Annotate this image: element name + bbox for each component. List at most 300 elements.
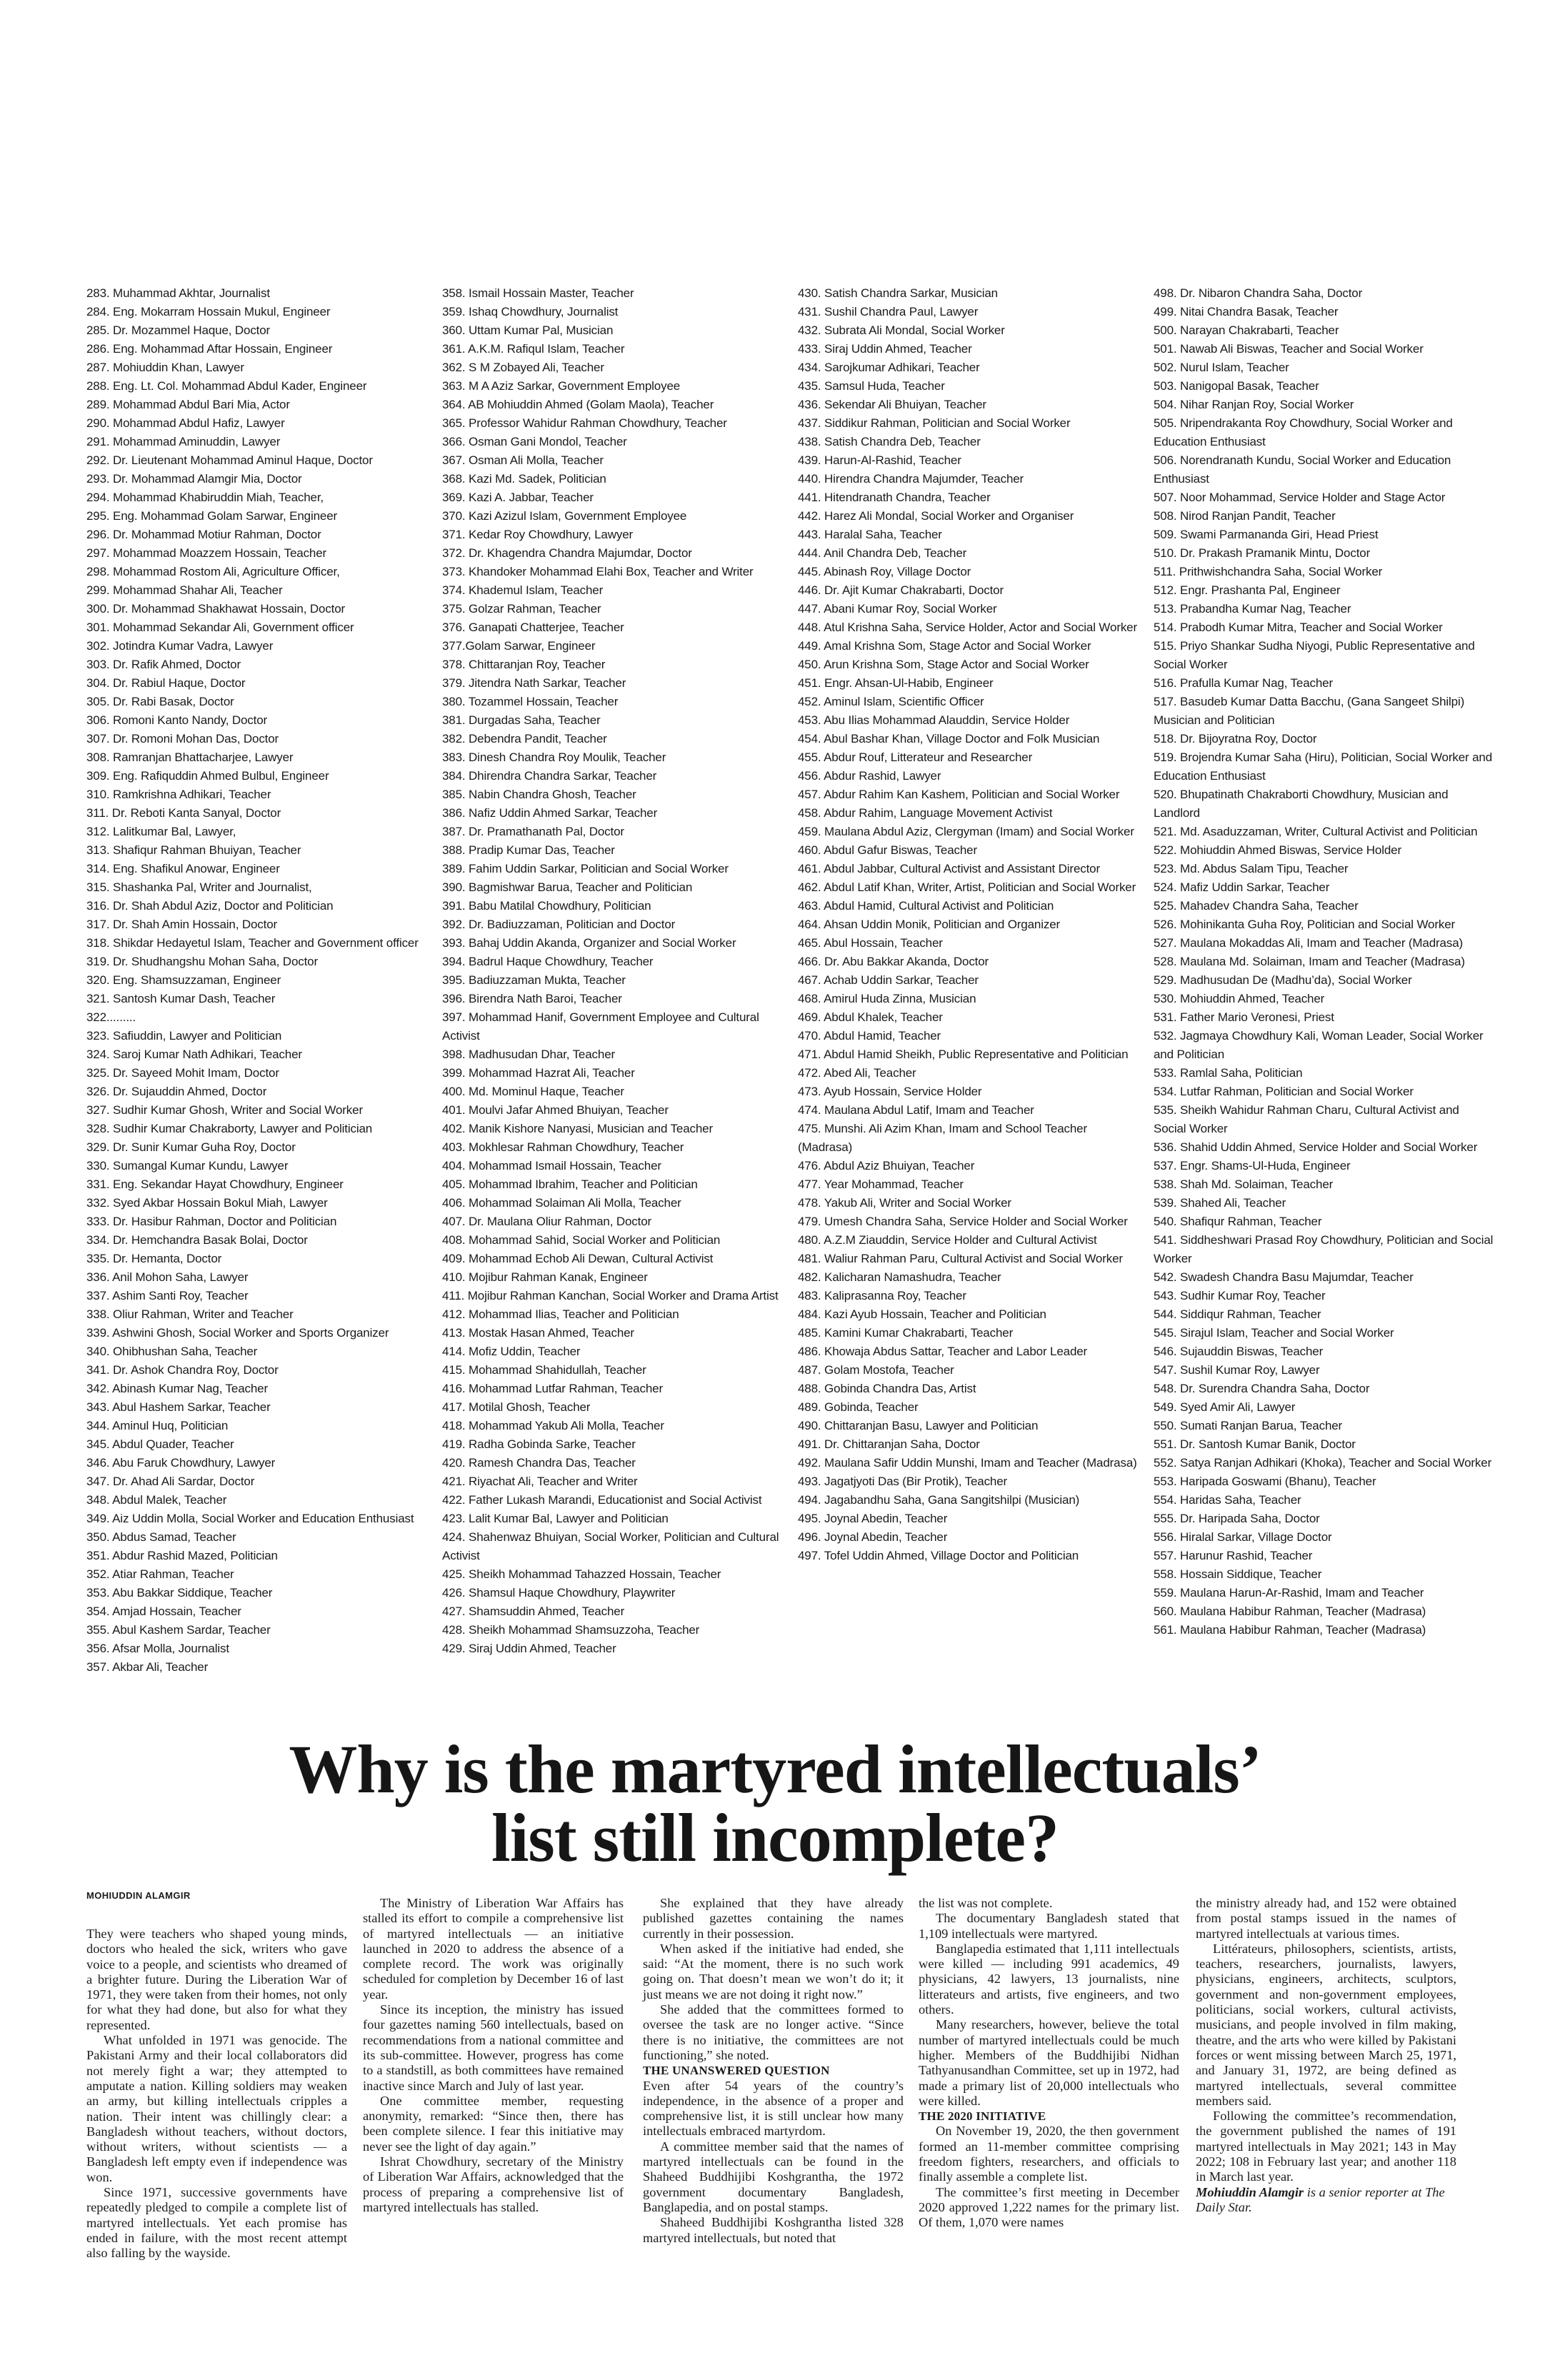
list-entry: 366. Osman Gani Mondol, Teacher <box>442 435 627 448</box>
list-entry: 537. Engr. Shams-Ul-Huda, Engineer <box>1154 1159 1351 1173</box>
list-entry: 497. Tofel Uddin Ahmed, Village Doctor and Politician <box>798 1549 1079 1562</box>
list-entry: 292. Dr. Lieutenant Mohammad Aminul Haque, Doctor <box>86 453 373 467</box>
article-paragraph: The documentary Bangladesh stated that 1,109 intellectuals were martyred. <box>919 1911 1179 1941</box>
list-entry: 287. Mohiuddin Khan, Lawyer <box>86 361 244 374</box>
list-entry: 293. Dr. Mohammad Alamgir Mia, Doctor <box>86 472 302 486</box>
list-entry: 527. Maulana Mokaddas Ali, Imam and Teacher (Madrasa) <box>1154 936 1464 950</box>
list-entry: 460. Abdul Gafur Biswas, Teacher <box>798 843 977 857</box>
list-entry: 544. Siddiqur Rahman, Teacher <box>1154 1307 1321 1321</box>
article-column-2 <box>363 1896 624 2215</box>
list-entry: 429. Siraj Uddin Ahmed, Teacher <box>442 1642 616 1655</box>
list-entry: 450. Arun Krishna Som, Stage Actor and Social Worker <box>798 658 1089 671</box>
list-entry: 432. Subrata Ali Mondal, Social Worker <box>798 323 1005 337</box>
list-entry: 322......... <box>86 1010 136 1024</box>
article-paragraph: Shaheed Buddhijibi Koshgrantha listed 328 martyred intellectuals, but noted that <box>643 2215 904 2245</box>
list-entry: 418. Mohammad Yakub Ali Molla, Teacher <box>442 1419 664 1432</box>
list-entry: 495. Joynal Abedin, Teacher <box>798 1512 948 1525</box>
list-entry: 526. Mohinikanta Guha Roy, Politician and Social Worker <box>1154 918 1456 931</box>
list-entry: 285. Dr. Mozammel Haque, Doctor <box>86 323 271 337</box>
list-entry: 454. Abul Bashar Khan, Village Doctor and Folk Musician <box>798 732 1100 745</box>
list-entry: 331. Eng. Sekandar Hayat Chowdhury, Engineer <box>86 1178 344 1191</box>
list-entry: 456. Abdur Rashid, Lawyer <box>798 769 941 783</box>
list-entry: 318. Shikdar Hedayetul Islam, Teacher and Government officer <box>86 936 419 950</box>
list-entry: 515. Priyo Shankar Sudha Niyogi, Public Representative and Social Worker <box>1154 639 1475 671</box>
list-entry: 310. Ramkrishna Adhikari, Teacher <box>86 788 271 801</box>
list-entry: 547. Sushil Kumar Roy, Lawyer <box>1154 1363 1320 1377</box>
list-entry: 358. Ismail Hossain Master, Teacher <box>442 286 634 300</box>
list-entry: 519. Brojendra Kumar Saha (Hiru), Politician, Social Worker and Education Enthusiast <box>1154 750 1493 783</box>
list-entry: 301. Mohammad Sekandar Ali, Government officer <box>86 621 354 634</box>
list-entry: 501. Nawab Ali Biswas, Teacher and Social Worker <box>1154 342 1424 356</box>
list-entry: 423. Lalit Kumar Bal, Lawyer and Politician <box>442 1512 669 1525</box>
list-entry: 430. Satish Chandra Sarkar, Musician <box>798 286 998 300</box>
list-entry: 348. Abdul Malek, Teacher <box>86 1493 227 1507</box>
list-entry: 498. Dr. Nibaron Chandra Saha, Doctor <box>1154 286 1363 300</box>
article-paragraph: She added that the committees formed to oversee the task are no longer active. “Since there is no initiative, the committees are not functioning,” she noted. <box>643 2002 904 2062</box>
list-entry: 442. Harez Ali Mondal, Social Worker and Organiser <box>798 509 1074 523</box>
list-entry: 484. Kazi Ayub Hossain, Teacher and Politician <box>798 1307 1046 1321</box>
list-entry: 315. Shashanka Pal, Writer and Journalist, <box>86 880 312 894</box>
list-entry: 345. Abdul Quader, Teacher <box>86 1437 234 1451</box>
author-bio-text: is a senior reporter at <box>1304 2184 1426 2199</box>
list-entry: 446. Dr. Ajit Kumar Chakrabarti, Doctor <box>798 583 1004 597</box>
list-entry: 496. Joynal Abedin, Teacher <box>798 1530 948 1544</box>
list-entry: 523. Md. Abdus Salam Tipu, Teacher <box>1154 862 1349 875</box>
list-entry: 545. Sirajul Islam, Teacher and Social Worker <box>1154 1326 1394 1340</box>
list-entry: 307. Dr. Romoni Mohan Das, Doctor <box>86 732 279 745</box>
list-entry: 431. Sushil Chandra Paul, Lawyer <box>798 305 979 318</box>
list-entry: 459. Maulana Abdul Aziz, Clergyman (Imam) and Social Worker <box>798 825 1134 838</box>
list-entry: 320. Eng. Shamsuzzaman, Engineer <box>86 973 281 987</box>
list-entry: 549. Syed Amir Ali, Lawyer <box>1154 1400 1296 1414</box>
list-entry: 488. Gobinda Chandra Das, Artist <box>798 1382 976 1395</box>
list-entry: 342. Abinash Kumar Nag, Teacher <box>86 1382 268 1395</box>
list-entry: 506. Norendranath Kundu, Social Worker and Education Enthusiast <box>1154 453 1451 486</box>
list-entry: 323. Safiuddin, Lawyer and Politician <box>86 1029 282 1043</box>
list-entry: 525. Mahadev Chandra Saha, Teacher <box>1154 899 1359 913</box>
list-entry: 534. Lutfar Rahman, Politician and Social Worker <box>1154 1085 1414 1098</box>
list-entry: 386. Nafiz Uddin Ahmed Sarkar, Teacher <box>442 806 658 820</box>
list-entry: 499. Nitai Chandra Basak, Teacher <box>1154 305 1339 318</box>
list-entry: 381. Durgadas Saha, Teacher <box>442 713 601 727</box>
list-entry: 481. Waliur Rahman Paru, Cultural Activist and Social Worker <box>798 1252 1123 1265</box>
list-entry: 427. Shamsuddin Ahmed, Teacher <box>442 1605 625 1618</box>
list-entry: 531. Father Mario Veronesi, Priest <box>1154 1010 1334 1024</box>
list-entry: 472. Abed Ali, Teacher <box>798 1066 916 1080</box>
article-subhead: THE 2020 INITIATIVE <box>919 2109 1046 2124</box>
list-entry: 374. Khademul Islam, Teacher <box>442 583 604 597</box>
list-entry: 449. Amal Krishna Som, Stage Actor and Social Worker <box>798 639 1091 653</box>
article-paragraph: Since 1971, successive governments have repeatedly pledged to compile a complete list of martyred intellectuals. Yet each promise has ended in failure, with the most recent attempt also falling by the wayside. <box>86 2185 347 2261</box>
list-entry: 327. Sudhir Kumar Ghosh, Writer and Social Worker <box>86 1103 363 1117</box>
list-entry: 354. Amjad Hossain, Teacher <box>86 1605 241 1618</box>
list-entry: 471. Abdul Hamid Sheikh, Public Representative and Politician <box>798 1048 1129 1061</box>
list-entry: 461. Abdul Jabbar, Cultural Activist and Assistant Director <box>798 862 1100 875</box>
list-entry: 464. Ahsan Uddin Monik, Politician and Organizer <box>798 918 1061 931</box>
list-entry: 522. Mohiuddin Ahmed Biswas, Service Holder <box>1154 843 1401 857</box>
list-entry: 447. Abani Kumar Roy, Social Worker <box>798 602 997 616</box>
list-entry: 473. Ayub Hossain, Service Holder <box>798 1085 982 1098</box>
list-entry: 513. Prabandha Kumar Nag, Teacher <box>1154 602 1351 616</box>
list-entry: 507. Noor Mohammad, Service Holder and Stage Actor <box>1154 491 1446 504</box>
list-entry: 390. Bagmishwar Barua, Teacher and Politician <box>442 880 693 894</box>
list-entry: 356. Afsar Molla, Journalist <box>86 1642 229 1655</box>
list-entry: 302. Jotindra Kumar Vadra, Lawyer <box>86 639 274 653</box>
list-entry: 521. Md. Asaduzzaman, Writer, Cultural Activist and Politician <box>1154 825 1478 838</box>
list-entry: 367. Osman Ali Molla, Teacher <box>442 453 604 467</box>
list-entry: 341. Dr. Ashok Chandra Roy, Doctor <box>86 1363 279 1377</box>
list-entry: 335. Dr. Hemanta, Doctor <box>86 1252 222 1265</box>
list-entry: 359. Ishaq Chowdhury, Journalist <box>442 305 619 318</box>
list-entry: 325. Dr. Sayeed Mohit Imam, Doctor <box>86 1066 279 1080</box>
list-entry: 441. Hitendranath Chandra, Teacher <box>798 491 991 504</box>
list-entry: 518. Dr. Bijoyratna Roy, Doctor <box>1154 732 1317 745</box>
list-entry: 556. Hiralal Sarkar, Village Doctor <box>1154 1530 1332 1544</box>
list-entry: 477. Year Mohammad, Teacher <box>798 1178 964 1191</box>
list-entry: 529. Madhusudan De (Madhu’da), Social Worker <box>1154 973 1412 987</box>
list-entry: 543. Sudhir Kumar Roy, Teacher <box>1154 1289 1326 1302</box>
list-column <box>1154 284 1494 1640</box>
list-entry: 384. Dhirendra Chandra Sarkar, Teacher <box>442 769 657 783</box>
list-entry: 434. Sarojkumar Adhikari, Teacher <box>798 361 980 374</box>
list-entry: 357. Akbar Ali, Teacher <box>86 1660 209 1674</box>
list-entry: 438. Satish Chandra Deb, Teacher <box>798 435 981 448</box>
list-entry: 412. Mohammad Ilias, Teacher and Politician <box>442 1307 679 1321</box>
list-entry: 289. Mohammad Abdul Bari Mia, Actor <box>86 398 290 411</box>
list-entry: 352. Atiar Rahman, Teacher <box>86 1567 234 1581</box>
list-entry: 365. Professor Wahidur Rahman Chowdhury, Teacher <box>442 416 727 430</box>
list-entry: 483. Kaliprasanna Roy, Teacher <box>798 1289 966 1302</box>
list-entry: 428. Sheikh Mohammad Shamsuzzoha, Teacher <box>442 1623 700 1637</box>
list-entry: 290. Mohammad Abdul Hafiz, Lawyer <box>86 416 285 430</box>
list-entry: 540. Shafiqur Rahman, Teacher <box>1154 1215 1322 1228</box>
list-entry: 375. Golzar Rahman, Teacher <box>442 602 601 616</box>
list-entry: 552. Satya Ranjan Adhikari (Khoka), Teacher and Social Worker <box>1154 1456 1492 1470</box>
list-entry: 319. Dr. Shudhangshu Mohan Saha, Doctor <box>86 955 318 968</box>
list-entry: 555. Dr. Haripada Saha, Doctor <box>1154 1512 1320 1525</box>
list-entry: 399. Mohammad Hazrat Ali, Teacher <box>442 1066 635 1080</box>
article-paragraph: One committee member, requesting anonymity, remarked: “Since then, there has been complete silence. I fear this initiative may never see the light of day again.” <box>363 2093 624 2154</box>
article-paragraph: A committee member said that the names of martyred intellectuals can be found in the Shaheed Buddhijibi Koshgrantha, the 1972 government documentary Bangladesh, Banglapedia, and on postal stamps. <box>643 2139 904 2214</box>
list-entry: 392. Dr. Badiuzzaman, Politician and Doctor <box>442 918 676 931</box>
list-entry: 300. Dr. Mohammad Shakhawat Hossain, Doctor <box>86 602 346 616</box>
list-entry: 344. Aminul Huq, Politician <box>86 1419 229 1432</box>
list-entry: 530. Mohiuddin Ahmed, Teacher <box>1154 992 1325 1005</box>
list-entry: 411. Mojibur Rahman Kanchan, Social Worker and Drama Artist <box>442 1289 779 1302</box>
list-entry: 398. Madhusudan Dhar, Teacher <box>442 1048 616 1061</box>
list-entry: 493. Jagatjyoti Das (Bir Protik), Teacher <box>798 1475 1008 1488</box>
list-entry: 514. Prabodh Kumar Mitra, Teacher and Social Worker <box>1154 621 1443 634</box>
list-entry: 462. Abdul Latif Khan, Writer, Artist, Politician and Social Worker <box>798 880 1136 894</box>
list-entry: 286. Eng. Mohammad Aftar Hossain, Engineer <box>86 342 333 356</box>
list-entry: 443. Haralal Saha, Teacher <box>798 528 942 541</box>
list-entry: 510. Dr. Prakash Pramanik Mintu, Doctor <box>1154 546 1371 560</box>
list-entry: 550. Sumati Ranjan Barua, Teacher <box>1154 1419 1343 1432</box>
list-entry: 512. Engr. Prashanta Pal, Engineer <box>1154 583 1341 597</box>
list-entry: 400. Md. Mominul Haque, Teacher <box>442 1085 624 1098</box>
list-entry: 475. Munshi. Ali Azim Khan, Imam and School Teacher (Madrasa) <box>798 1122 1087 1154</box>
article-paragraph: The committee’s first meeting in December 2020 approved 1,222 names for the primary list. Of them, 1,070 were names <box>919 2184 1179 2230</box>
list-entry: 500. Narayan Chakrabarti, Teacher <box>1154 323 1339 337</box>
list-entry: 393. Bahaj Uddin Akanda, Organizer and Social Worker <box>442 936 736 950</box>
byline: MOHIUDDIN ALAMGIR <box>86 1890 191 1901</box>
list-entry: 389. Fahim Uddin Sarkar, Politician and Social Worker <box>442 862 729 875</box>
list-entry: 542. Swadesh Chandra Basu Majumdar, Teacher <box>1154 1270 1414 1284</box>
headline <box>0 1731 1550 1876</box>
list-entry: 448. Atul Krishna Saha, Service Holder, Actor and Social Worker <box>798 621 1137 634</box>
list-entry: 554. Haridas Saha, Teacher <box>1154 1493 1301 1507</box>
list-entry: 349. Aiz Uddin Molla, Social Worker and Education Enthusiast <box>86 1512 414 1525</box>
article-paragraph: She explained that they have already published gazettes containing the names currently in their possession. <box>643 1896 904 1941</box>
list-entry: 409. Mohammad Echob Ali Dewan, Cultural Activist <box>442 1252 714 1265</box>
list-entry: 369. Kazi A. Jabbar, Teacher <box>442 491 594 504</box>
headline-line-2: list still incomplete? <box>491 1799 1059 1876</box>
list-entry: 303. Dr. Rafik Ahmed, Doctor <box>86 658 241 671</box>
list-entry: 284. Eng. Mokarram Hossain Mukul, Engineer <box>86 305 331 318</box>
article-column-1 <box>86 1889 347 2261</box>
author-outlet: The Daily Star. <box>1196 2184 1445 2214</box>
list-entry: 343. Abul Hashem Sarkar, Teacher <box>86 1400 271 1414</box>
list-entry: 297. Mohammad Moazzem Hossain, Teacher <box>86 546 327 560</box>
list-entry: 312. Lalitkumar Bal, Lawyer, <box>86 825 236 838</box>
list-entry: 421. Riyachat Ali, Teacher and Writer <box>442 1475 638 1488</box>
list-entry: 413. Mostak Hasan Ahmed, Teacher <box>442 1326 634 1340</box>
list-entry: 467. Achab Uddin Sarkar, Teacher <box>798 973 979 987</box>
list-entry: 426. Shamsul Haque Chowdhury, Playwriter <box>442 1586 676 1600</box>
article-column-3 <box>643 1896 904 2246</box>
list-entry: 376. Ganapati Chatterjee, Teacher <box>442 621 624 634</box>
list-entry: 337. Ashim Santi Roy, Teacher <box>86 1289 249 1302</box>
list-column <box>798 284 1138 1565</box>
list-entry: 559. Maulana Harun-Ar-Rashid, Imam and Teacher <box>1154 1586 1424 1600</box>
list-entry: 408. Mohammad Sahid, Social Worker and Politician <box>442 1233 721 1247</box>
list-entry: 397. Mohammad Hanif, Government Employee and Cultural Activist <box>442 1010 759 1043</box>
list-entry: 553. Haripada Goswami (Bhanu), Teacher <box>1154 1475 1376 1488</box>
list-entry: 502. Nurul Islam, Teacher <box>1154 361 1289 374</box>
list-entry: 377.Golam Sarwar, Engineer <box>442 639 596 653</box>
list-entry: 291. Mohammad Aminuddin, Lawyer <box>86 435 281 448</box>
article-paragraph: The Ministry of Liberation War Affairs has stalled its effort to compile a comprehensive list of martyred intellectuals — an initiative launched in 2020 to address the absence of a complete record. The work was originally scheduled for completion by December 16 of last year. <box>363 1896 624 2002</box>
list-column <box>442 284 782 1658</box>
list-entry: 304. Dr. Rabiul Haque, Doctor <box>86 676 246 690</box>
list-entry: 316. Dr. Shah Abdul Aziz, Doctor and Politician <box>86 899 334 913</box>
list-entry: 309. Eng. Rafiquddin Ahmed Bulbul, Engineer <box>86 769 329 783</box>
list-entry: 487. Golam Mostofa, Teacher <box>798 1363 954 1377</box>
list-entry: 388. Pradip Kumar Das, Teacher <box>442 843 615 857</box>
list-entry: 468. Amirul Huda Zinna, Musician <box>798 992 976 1005</box>
list-entry: 480. A.Z.M Ziauddin, Service Holder and Cultural Activist <box>798 1233 1097 1247</box>
list-entry: 560. Maulana Habibur Rahman, Teacher (Madrasa) <box>1154 1605 1426 1618</box>
list-entry: 524. Mafiz Uddin Sarkar, Teacher <box>1154 880 1330 894</box>
list-entry: 435. Samsul Huda, Teacher <box>798 379 945 393</box>
list-entry: 395. Badiuzzaman Mukta, Teacher <box>442 973 626 987</box>
list-entry: 394. Badrul Haque Chowdhury, Teacher <box>442 955 654 968</box>
list-entry: 533. Ramlal Saha, Politician <box>1154 1066 1303 1080</box>
list-entry: 419. Radha Gobinda Sarke, Teacher <box>442 1437 636 1451</box>
article-paragraph: What unfolded in 1971 was genocide. The Pakistani Army and their local collaborators did not merely fight a war; they attempted to amputate a nation. Killing soldiers may weaken an army, but killing intellectuals cripples a nation. Their intent was chillingly clear: a Bangladesh without teachers, without doctors, without writers, without scientists — a Bangladesh left empty even if independence was won. <box>86 2033 347 2184</box>
list-entry: 339. Ashwini Ghosh, Social Worker and Sports Organizer <box>86 1326 389 1340</box>
list-entry: 372. Dr. Khagendra Chandra Majumdar, Doctor <box>442 546 692 560</box>
list-entry: 321. Santosh Kumar Dash, Teacher <box>86 992 276 1005</box>
list-entry: 415. Mohammad Shahidullah, Teacher <box>442 1363 646 1377</box>
list-entry: 340. Ohibhushan Saha, Teacher <box>86 1345 258 1358</box>
list-entry: 436. Sekendar Ali Bhuiyan, Teacher <box>798 398 986 411</box>
list-entry: 380. Tozammel Hossain, Teacher <box>442 695 619 708</box>
article-paragraph: They were teachers who shaped young minds, doctors who healed the sick, writers who gave voice to a people, and scientists who dreamed of a brighter future. During the Liberation War of 1971, they were taken from their homes, not only for what they had done, but also for what they represented. <box>86 1927 347 2032</box>
list-entry: 313. Shafiqur Rahman Bhuiyan, Teacher <box>86 843 301 857</box>
article-paragraph: Banglapedia estimated that 1,111 intellectuals were killed — including 991 academics, 49 physicians, 42 lawyers, 13 journalists, nine litterateurs and artists, five engineers, and two others. <box>919 1941 1179 2017</box>
list-entry: 324. Saroj Kumar Nath Adhikari, Teacher <box>86 1048 302 1061</box>
list-entry: 334. Dr. Hemchandra Basak Bolai, Doctor <box>86 1233 308 1247</box>
list-entry: 294. Mohammad Khabiruddin Miah, Teacher, <box>86 491 324 504</box>
list-entry: 328. Sudhir Kumar Chakraborty, Lawyer and Politician <box>86 1122 373 1135</box>
list-entry: 532. Jagmaya Chowdhury Kali, Woman Leader, Social Worker and Politician <box>1154 1029 1484 1061</box>
list-entry: 298. Mohammad Rostom Ali, Agriculture Officer, <box>86 565 340 578</box>
list-entry: 478. Yakub Ali, Writer and Social Worker <box>798 1196 1011 1210</box>
list-entry: 382. Debendra Pandit, Teacher <box>442 732 607 745</box>
article-paragraph: When asked if the initiative had ended, she said: “At the moment, there is no such work going on. That doesn’t mean we won’t do it; it just means we are not doing it right now.” <box>643 1941 904 2002</box>
list-entry: 355. Abul Kashem Sardar, Teacher <box>86 1623 271 1637</box>
list-entry: 535. Sheikh Wahidur Rahman Charu, Cultural Activist and Social Worker <box>1154 1103 1459 1135</box>
list-entry: 509. Swami Parmananda Giri, Head Priest <box>1154 528 1379 541</box>
list-entry: 404. Mohammad Ismail Hossain, Teacher <box>442 1159 661 1173</box>
list-entry: 283. Muhammad Akhtar, Journalist <box>86 286 270 300</box>
article-paragraph: Ishrat Chowdhury, secretary of the Ministry of Liberation War Affairs, acknowledged that the process of preparing a comprehensive list of martyred intellectuals has stalled. <box>363 2154 624 2214</box>
list-entry: 548. Dr. Surendra Chandra Saha, Doctor <box>1154 1382 1370 1395</box>
list-entry: 417. Motilal Ghosh, Teacher <box>442 1400 591 1414</box>
list-entry: 425. Sheikh Mohammad Tahazzed Hossain, Teacher <box>442 1567 721 1581</box>
list-entry: 362. S M Zobayed Ali, Teacher <box>442 361 604 374</box>
list-entry: 538. Shah Md. Solaiman, Teacher <box>1154 1178 1334 1191</box>
list-entry: 371. Kedar Roy Chowdhury, Lawyer <box>442 528 634 541</box>
list-entry: 402. Manik Kishore Nanyasi, Musician and Teacher <box>442 1122 713 1135</box>
list-entry: 528. Maulana Md. Solaiman, Imam and Teacher (Madrasa) <box>1154 955 1465 968</box>
headline-line-1: Why is the martyred intellectuals’ <box>289 1731 1261 1807</box>
article-paragraph: Even after 54 years of the country’s independence, in the absence of a proper and comprehensive list, it is still unclear how many intellectuals embraced martyrdom. <box>643 2078 904 2139</box>
article-column-4 <box>919 1896 1179 2231</box>
article-paragraph: Following the committee’s recommendation, the government published the names of 191 martyred intellectuals in May 2021; 143 in May 2022; 108 in February last year; and another 118 in March last year. <box>1196 2109 1456 2184</box>
list-entry: 299. Mohammad Shahar Ali, Teacher <box>86 583 283 597</box>
list-entry: 420. Ramesh Chandra Das, Teacher <box>442 1456 636 1470</box>
list-entry: 391. Babu Matilal Chowdhury, Politician <box>442 899 651 913</box>
list-entry: 288. Eng. Lt. Col. Mohammad Abdul Kader, Engineer <box>86 379 367 393</box>
list-entry: 378. Chittaranjan Roy, Teacher <box>442 658 606 671</box>
article-subhead: THE UNANSWERED QUESTION <box>643 2064 830 2078</box>
list-entry: 305. Dr. Rabi Basak, Doctor <box>86 695 234 708</box>
article-paragraph: Littérateurs, philosophers, scientists, artists, teachers, researchers, journalists, lawyers, physicians, engineers, architects, sculptors, government and non-government employees, politicians, social workers, cultural activists, musicians, and people involved in film making, theatre, and the arts who were killed by Pakistani forces or went missing between March 25, 1971, and January 31, 1972, are being defined as martyred intellectuals, several committee members said. <box>1196 1941 1456 2108</box>
list-entry: 333. Dr. Hasibur Rahman, Doctor and Politician <box>86 1215 337 1228</box>
list-entry: 306. Romoni Kanto Nandy, Doctor <box>86 713 268 727</box>
list-entry: 422. Father Lukash Marandi, Educationist and Social Activist <box>442 1493 762 1507</box>
article-paragraph: the list was not complete. <box>919 1896 1053 1910</box>
list-entry: 557. Harunur Rashid, Teacher <box>1154 1549 1313 1562</box>
list-entry: 546. Sujauddin Biswas, Teacher <box>1154 1345 1324 1358</box>
list-entry: 330. Sumangal Kumar Kundu, Lawyer <box>86 1159 289 1173</box>
list-entry: 437. Siddikur Rahman, Politician and Social Worker <box>798 416 1071 430</box>
author-name: Mohiuddin Alamgir <box>1196 2184 1304 2199</box>
list-entry: 551. Dr. Santosh Kumar Banik, Doctor <box>1154 1437 1356 1451</box>
article-paragraph: Since its inception, the ministry has issued four gazettes naming 560 intellectuals, based on recommendations from a national committee and its sub-committee. However, progress has come to a standstill, as both committees have remained inactive since March and July of last year. <box>363 2002 624 2093</box>
list-entry: 482. Kalicharan Namashudra, Teacher <box>798 1270 1001 1284</box>
list-entry: 466. Dr. Abu Bakkar Akanda, Doctor <box>798 955 989 968</box>
list-entry: 541. Siddheshwari Prasad Roy Chowdhury, Politician and Social Worker <box>1154 1233 1494 1265</box>
list-entry: 520. Bhupatinath Chakraborti Chowdhury, Musician and Landlord <box>1154 788 1449 820</box>
list-entry: 407. Dr. Maulana Oliur Rahman, Doctor <box>442 1215 652 1228</box>
list-entry: 504. Nihar Ranjan Roy, Social Worker <box>1154 398 1354 411</box>
list-entry: 311. Dr. Reboti Kanta Sanyal, Doctor <box>86 806 281 820</box>
list-entry: 452. Aminul Islam, Scientific Officer <box>798 695 984 708</box>
list-entry: 314. Eng. Shafikul Anowar, Engineer <box>86 862 280 875</box>
article-column-5 <box>1196 1896 1456 2215</box>
list-entry: 486. Khowaja Abdus Sattar, Teacher and Labor Leader <box>798 1345 1088 1358</box>
list-entry: 489. Gobinda, Teacher <box>798 1400 919 1414</box>
list-entry: 403. Mokhlesar Rahman Chowdhury, Teacher <box>442 1140 684 1154</box>
list-entry: 516. Prafulla Kumar Nag, Teacher <box>1154 676 1333 690</box>
list-entry: 406. Mohammad Solaiman Ali Molla, Teacher <box>442 1196 681 1210</box>
list-entry: 379. Jitendra Nath Sarkar, Teacher <box>442 676 626 690</box>
list-entry: 451. Engr. Ahsan-Ul-Habib, Engineer <box>798 676 994 690</box>
list-entry: 347. Dr. Ahad Ali Sardar, Doctor <box>86 1475 255 1488</box>
list-entry: 539. Shahed Ali, Teacher <box>1154 1196 1286 1210</box>
list-entry: 455. Abdur Rouf, Litterateur and Researcher <box>798 750 1033 764</box>
list-entry: 476. Abdul Aziz Bhuiyan, Teacher <box>798 1159 975 1173</box>
list-entry: 326. Dr. Sujauddin Ahmed, Doctor <box>86 1085 267 1098</box>
list-entry: 492. Maulana Safir Uddin Munshi, Imam and Teacher (Madrasa) <box>798 1456 1137 1470</box>
list-entry: 470. Abdul Hamid, Teacher <box>798 1029 941 1043</box>
list-entry: 363. M A Aziz Sarkar, Government Employee <box>442 379 681 393</box>
list-entry: 453. Abu Ilias Mohammad Alauddin, Service Holder <box>798 713 1070 727</box>
list-entry: 296. Dr. Mohammad Motiur Rahman, Doctor <box>86 528 321 541</box>
list-entry: 405. Mohammad Ibrahim, Teacher and Politician <box>442 1178 698 1191</box>
article-paragraph: On November 19, 2020, the then government formed an 11-member committee comprising freedom fighters, researchers, and officials to finally assemble a complete list. <box>919 2124 1179 2184</box>
list-entry: 351. Abdur Rashid Mazed, Politician <box>86 1549 278 1562</box>
list-entry: 373. Khandoker Mohammad Elahi Box, Teacher and Writer <box>442 565 754 578</box>
list-entry: 308. Ramranjan Bhattacharjee, Lawyer <box>86 750 294 764</box>
list-entry: 416. Mohammad Lutfar Rahman, Teacher <box>442 1382 663 1395</box>
list-entry: 364. AB Mohiuddin Ahmed (Golam Maola), Teacher <box>442 398 714 411</box>
author-bio <box>1196 2185 1456 2216</box>
list-entry: 401. Moulvi Jafar Ahmed Bhuiyan, Teacher <box>442 1103 669 1117</box>
list-entry: 338. Oliur Rahman, Writer and Teacher <box>86 1307 294 1321</box>
list-entry: 424. Shahenwaz Bhuiyan, Social Worker, Politician and Cultural Activist <box>442 1530 779 1562</box>
list-entry: 561. Maulana Habibur Rahman, Teacher (Madrasa) <box>1154 1623 1426 1637</box>
list-entry: 485. Kamini Kumar Chakrabarti, Teacher <box>798 1326 1014 1340</box>
list-entry: 445. Abinash Roy, Village Doctor <box>798 565 971 578</box>
list-entry: 494. Jagabandhu Saha, Gana Sangitshilpi (Musician) <box>798 1493 1080 1507</box>
list-entry: 505. Nripendrakanta Roy Chowdhury, Social Worker and Education Enthusiast <box>1154 416 1453 448</box>
list-entry: 440. Hirendra Chandra Majumder, Teacher <box>798 472 1024 486</box>
list-entry: 329. Dr. Sunir Kumar Guha Roy, Doctor <box>86 1140 296 1154</box>
list-entry: 458. Abdur Rahim, Language Movement Activist <box>798 806 1053 820</box>
list-entry: 469. Abdul Khalek, Teacher <box>798 1010 943 1024</box>
list-entry: 396. Birendra Nath Baroi, Teacher <box>442 992 622 1005</box>
list-entry: 350. Abdus Samad, Teacher <box>86 1530 236 1544</box>
list-entry: 491. Dr. Chittaranjan Saha, Doctor <box>798 1437 980 1451</box>
list-entry: 457. Abdur Rahim Kan Kashem, Politician and Social Worker <box>798 788 1120 801</box>
list-entry: 360. Uttam Kumar Pal, Musician <box>442 323 614 337</box>
list-entry: 511. Prithwishchandra Saha, Social Worker <box>1154 565 1383 578</box>
list-entry: 346. Abu Faruk Chowdhury, Lawyer <box>86 1456 276 1470</box>
list-entry: 558. Hossain Siddique, Teacher <box>1154 1567 1322 1581</box>
list-entry: 410. Mojibur Rahman Kanak, Engineer <box>442 1270 648 1284</box>
list-entry: 536. Shahid Uddin Ahmed, Service Holder and Social Worker <box>1154 1140 1478 1154</box>
list-entry: 368. Kazi Md. Sadek, Politician <box>442 472 606 486</box>
article-paragraph: Many researchers, however, believe the total number of martyred intellectuals could be much higher. Members of the Buddhijibi Nidhan Tathyanusandhan Committee, set up in 1972, had made a primary list of 20,000 intellectuals who were killed. <box>919 2017 1179 2108</box>
list-column <box>86 284 426 1677</box>
list-entry: 295. Eng. Mohammad Golam Sarwar, Engineer <box>86 509 338 523</box>
list-entry: 439. Harun-Al-Rashid, Teacher <box>798 453 961 467</box>
list-entry: 385. Nabin Chandra Ghosh, Teacher <box>442 788 636 801</box>
